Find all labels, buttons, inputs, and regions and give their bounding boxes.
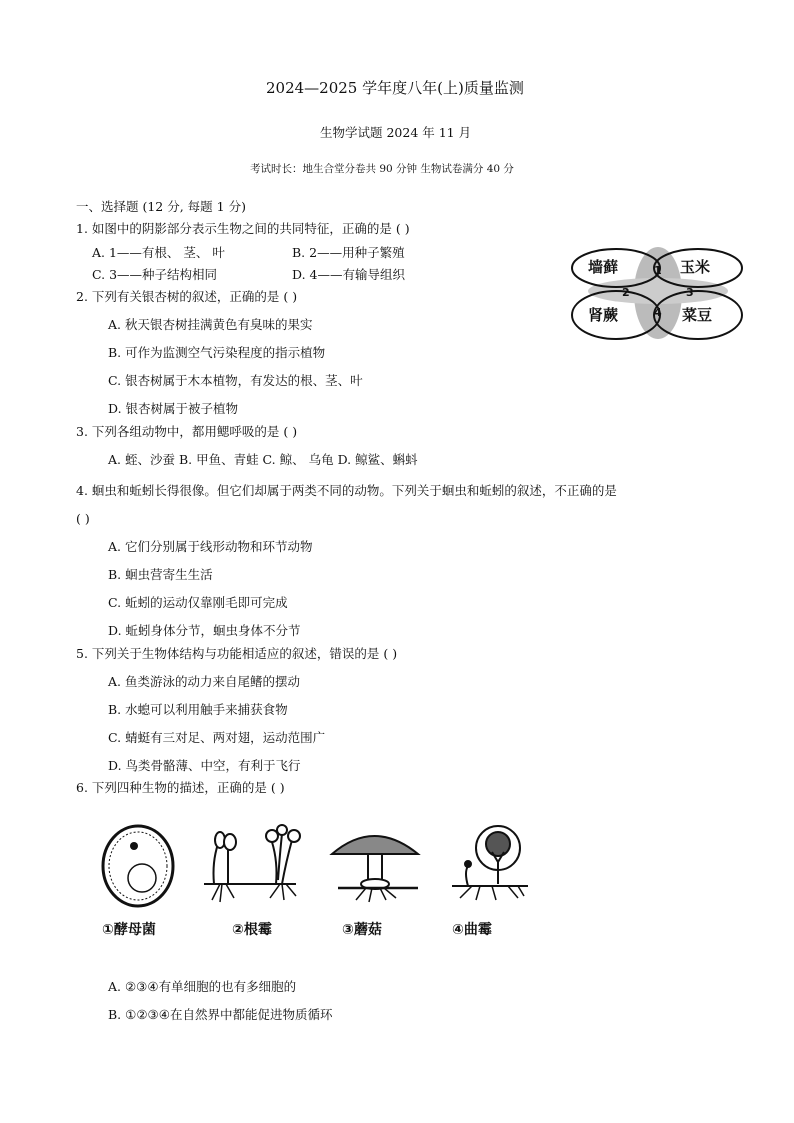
question-2-option-d: D. 银杏树属于被子植物	[108, 401, 239, 416]
section-title: 一、选择题 (12 分, 每题 1 分)	[76, 199, 246, 214]
question-1-option-d: D. 4——有输导组织	[292, 267, 405, 282]
question-5-option-a: A. 鱼类游泳的动力来自尾鳍的摆动	[108, 674, 300, 689]
rhizopus-illustration	[204, 825, 300, 902]
venn-label-fern: 肾蕨	[588, 306, 619, 324]
yeast-cell-illustration	[103, 826, 173, 906]
page-title: 2024—2025 学年度八年(上)质量监测	[266, 79, 524, 97]
question-2-option-a: A. 秋天银杏树挂满黄色有臭味的果实	[108, 317, 313, 332]
question-3-stem: 3. 下列各组动物中，都用鳃呼吸的是 ( )	[76, 424, 298, 439]
question-1-stem: 1. 如图中的阴影部分表示生物之间的共同特征，正确的是 ( )	[76, 221, 410, 236]
question-5-option-d: D. 鸟类骨骼薄、中空，有利于飞行	[108, 758, 301, 773]
question-4-stem: 4. 蛔虫和蚯蚓长得很像。但它们却属于两类不同的动物。下列关于蛔虫和蚯蚓的叙述，不正确的是	[76, 483, 617, 498]
question-3-options: A. 蛭、沙蚕 B. 甲鱼、青蛙 C. 鲸、 乌龟 D. 鲸鲨、蝌蚪	[108, 452, 418, 467]
question-4-stem-cont: ( )	[76, 511, 90, 526]
venn-number-1: 1	[654, 264, 662, 277]
question-1-option-b: B. 2——用种子繁殖	[292, 245, 405, 260]
organism-label-yeast: ①酵母菌	[102, 922, 156, 938]
question-1-option-c: C. 3——种子结构相同	[92, 267, 218, 282]
question-6-option-a: A. ②③④有单细胞的也有多细胞的	[108, 979, 297, 994]
question-5-option-c: C. 蜻蜓有三对足、两对翅，运动范围广	[108, 730, 326, 745]
aspergillus-illustration	[452, 826, 528, 900]
venn-number-2: 2	[622, 286, 630, 299]
question-5-option-b: B. 水螅可以利用触手来捕获食物	[108, 702, 288, 717]
question-2-stem: 2. 下列有关银杏树的叙述，正确的是 ( )	[76, 289, 298, 304]
question-4-option-d: D. 蚯蚓身体分节，蛔虫身体不分节	[108, 623, 301, 638]
venn-label-moss: 墙藓	[588, 258, 619, 276]
question-2-option-c: C. 银杏树属于木本植物，有发达的根、茎、叶	[108, 373, 363, 388]
page-subtitle: 生物学试题 2024 年 11 月	[320, 125, 472, 140]
venn-number-3: 3	[686, 286, 694, 299]
question-5-stem: 5. 下列关于生物体结构与功能相适应的叙述，错误的是 ( )	[76, 646, 398, 661]
organism-label-aspergillus: ④曲霉	[452, 922, 492, 938]
venn-number-4: 4	[654, 306, 662, 319]
mushroom-illustration	[332, 836, 418, 902]
venn-label-corn: 玉米	[680, 258, 711, 276]
question-4-option-c: C. 蚯蚓的运动仅靠刚毛即可完成	[108, 595, 288, 610]
organism-label-rhizopus: ②根霉	[232, 922, 272, 938]
organisms-figure	[96, 822, 536, 946]
question-4-option-a: A. 它们分别属于线形动物和环节动物	[108, 539, 313, 554]
question-4-option-b: B. 蛔虫营寄生生活	[108, 567, 213, 582]
venn-diagram	[570, 246, 746, 344]
question-2-option-b: B. 可作为监测空气污染程度的指示植物	[108, 345, 326, 360]
question-6-option-b: B. ①②③④在自然界中都能促进物质循环	[108, 1007, 333, 1022]
question-1-option-a: A. 1——有根、 茎、 叶	[92, 245, 225, 260]
venn-label-bean: 菜豆	[682, 306, 713, 324]
exam-info: 考试时长：地生合堂分卷共 90 分钟 生物试卷满分 40 分	[250, 163, 514, 175]
question-6-stem: 6. 下列四种生物的描述，正确的是 ( )	[76, 780, 285, 795]
organism-label-mushroom: ③蘑菇	[342, 922, 382, 938]
